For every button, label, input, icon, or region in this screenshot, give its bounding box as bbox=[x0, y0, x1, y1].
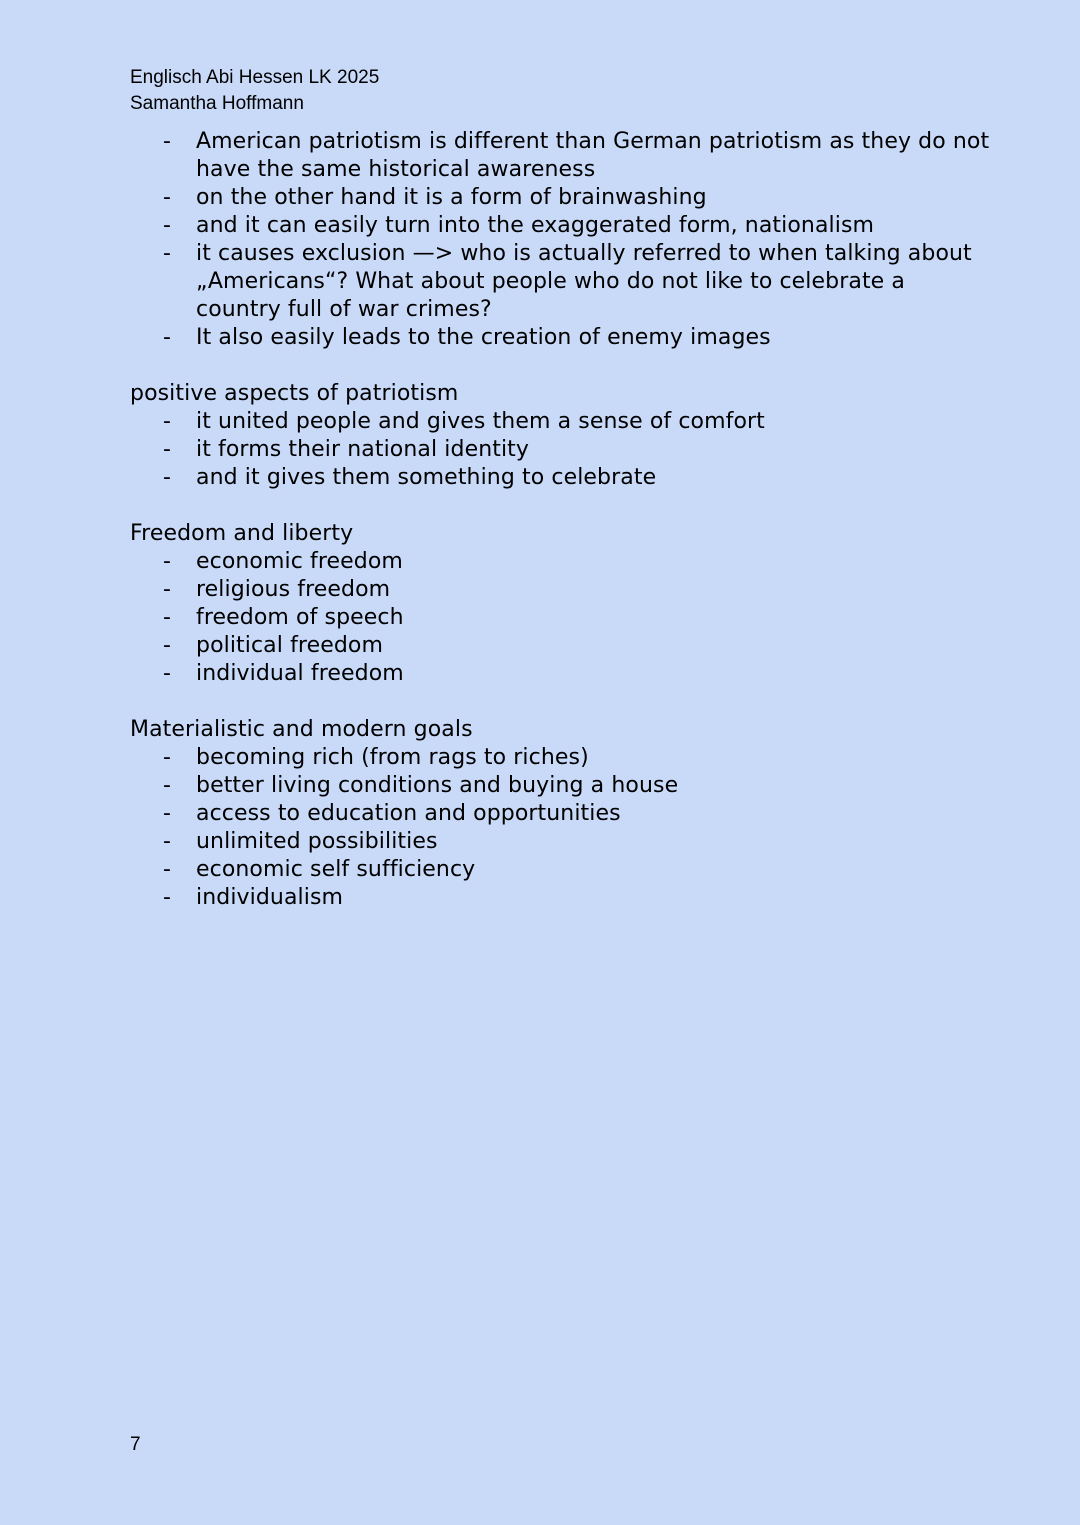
document-author: Samantha Hoffmann bbox=[130, 93, 304, 114]
bullet-dash: - bbox=[163, 549, 172, 574]
bullet-list bbox=[130, 744, 990, 912]
bullet-dash: - bbox=[163, 605, 172, 630]
list-item bbox=[130, 856, 990, 884]
list-item bbox=[130, 576, 990, 604]
bullet-dash: - bbox=[163, 801, 172, 826]
list-item bbox=[130, 660, 990, 688]
list-item bbox=[130, 240, 990, 324]
list-item-text: American patriotism is different than German patriotism as they do not have the same historical awareness bbox=[196, 129, 990, 182]
list-item-text: economic freedom bbox=[196, 549, 403, 574]
bullet-dash: - bbox=[163, 745, 172, 770]
bullet-dash: - bbox=[163, 829, 172, 854]
bullet-dash: - bbox=[163, 213, 172, 238]
notes-body bbox=[130, 128, 990, 912]
list-item-text: It also easily leads to the creation of enemy images bbox=[196, 325, 771, 350]
list-item bbox=[130, 604, 990, 632]
list-item bbox=[130, 548, 990, 576]
page-number: 7 bbox=[130, 1434, 141, 1455]
list-item-text: and it gives them something to celebrate bbox=[196, 465, 657, 490]
list-item bbox=[130, 212, 990, 240]
section-heading: positive aspects of patriotism bbox=[130, 381, 459, 406]
list-item bbox=[130, 884, 990, 912]
bullet-dash: - bbox=[163, 465, 172, 490]
section-freedom-liberty bbox=[130, 520, 990, 688]
list-item-text: economic self sufficiency bbox=[196, 857, 476, 882]
bullet-dash: - bbox=[163, 577, 172, 602]
list-item-text: individualism bbox=[196, 885, 344, 910]
list-item bbox=[130, 772, 990, 800]
section-materialistic-goals bbox=[130, 716, 990, 912]
list-item-text: it causes exclusion —> who is actually referred to when talking about „Americans“? What about people who do not like to celebrate a country full of war crimes? bbox=[196, 241, 972, 322]
list-item bbox=[130, 632, 990, 660]
list-item bbox=[130, 464, 990, 492]
section-heading: Freedom and liberty bbox=[130, 521, 354, 546]
list-item bbox=[130, 184, 990, 212]
list-item-text: freedom of speech bbox=[196, 605, 404, 630]
bullet-dash: - bbox=[163, 885, 172, 910]
list-item-text: becoming rich (from rags to riches) bbox=[196, 745, 589, 770]
list-item bbox=[130, 436, 990, 464]
list-item bbox=[130, 408, 990, 436]
list-item bbox=[130, 828, 990, 856]
bullet-dash: - bbox=[163, 773, 172, 798]
bullet-dash: - bbox=[163, 437, 172, 462]
bullet-list bbox=[130, 408, 990, 492]
bullet-dash: - bbox=[163, 661, 172, 686]
section-positive-aspects bbox=[130, 380, 990, 492]
list-item-text: political freedom bbox=[196, 633, 384, 658]
list-item-text: access to education and opportunities bbox=[196, 801, 621, 826]
bullet-dash: - bbox=[163, 129, 172, 154]
document-header bbox=[130, 65, 379, 117]
bullet-dash: - bbox=[163, 857, 172, 882]
list-item-text: unlimited possibilities bbox=[196, 829, 438, 854]
continued-bullet-list bbox=[130, 128, 990, 352]
list-item-text: on the other hand it is a form of brainwashing bbox=[196, 185, 707, 210]
bullet-dash: - bbox=[163, 325, 172, 350]
list-item-text: better living conditions and buying a house bbox=[196, 773, 679, 798]
bullet-dash: - bbox=[163, 409, 172, 434]
continued-section bbox=[130, 128, 990, 352]
bullet-dash: - bbox=[163, 241, 172, 266]
list-item-text: individual freedom bbox=[196, 661, 404, 686]
list-item-text: and it can easily turn into the exaggerated form, nationalism bbox=[196, 213, 875, 238]
document-title: Englisch Abi Hessen LK 2025 bbox=[130, 67, 380, 88]
list-item bbox=[130, 324, 990, 352]
bullet-list bbox=[130, 548, 990, 688]
list-item-text: religious freedom bbox=[196, 577, 391, 602]
bullet-dash: - bbox=[163, 185, 172, 210]
list-item bbox=[130, 744, 990, 772]
list-item bbox=[130, 128, 990, 184]
list-item bbox=[130, 800, 990, 828]
list-item-text: it united people and gives them a sense of comfort bbox=[196, 409, 765, 434]
section-heading: Materialistic and modern goals bbox=[130, 717, 473, 742]
bullet-dash: - bbox=[163, 633, 172, 658]
list-item-text: it forms their national identity bbox=[196, 437, 530, 462]
